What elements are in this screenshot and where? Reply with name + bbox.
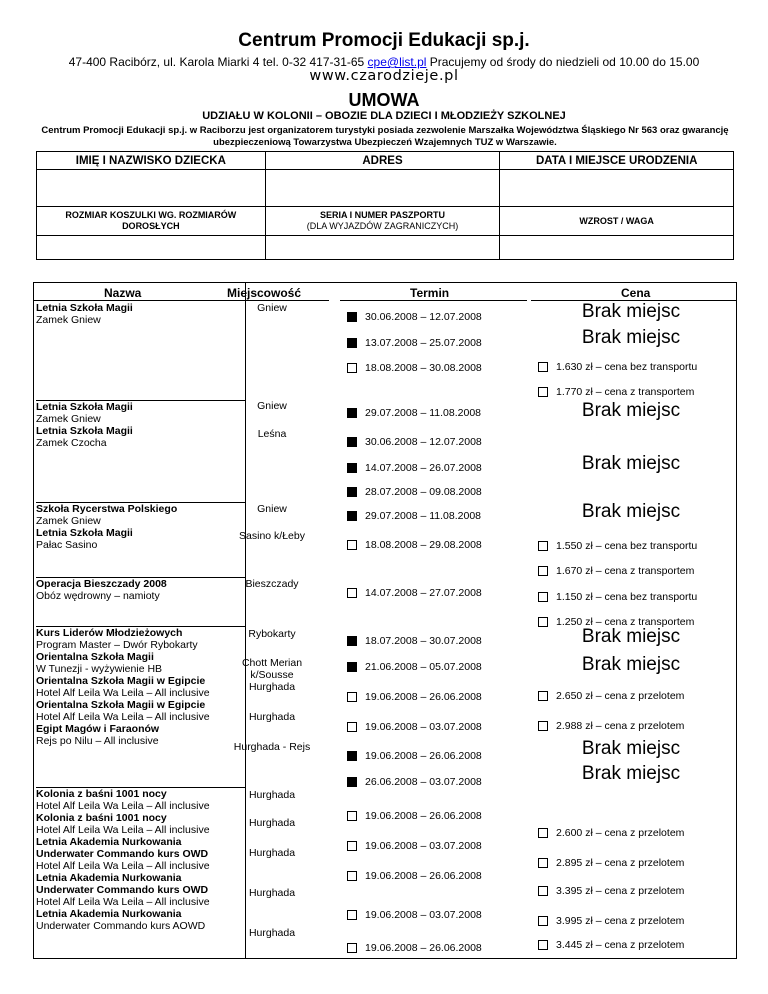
passport-label (265, 207, 500, 236)
sold-out-label: Brak miejsc (581, 501, 681, 522)
price-text: 1.550 zł – cena bez transportu (556, 540, 698, 552)
checked-checkbox-icon[interactable] (347, 751, 357, 761)
price-row (538, 915, 684, 927)
price-text: 3.445 zł – cena z przelotem (556, 939, 685, 951)
term-dates: 26.06.2008 – 03.07.2008 (365, 776, 482, 788)
document-title: UMOWA (348, 90, 420, 110)
term-dates: 19.06.2008 – 26.06.2008 (365, 810, 482, 822)
checkbox-icon[interactable] (538, 541, 548, 551)
offer-title: Kolonia z baśni 1001 nocy (36, 812, 167, 824)
col-header-place: Miejscowość (227, 286, 302, 300)
birth-label: DATA I MIEJSCE URODZENIA (500, 152, 734, 170)
term-dates: 29.07.2008 – 11.08.2008 (365, 407, 481, 419)
sold-out-label: Brak miejsc (581, 453, 681, 474)
sold-out-label: Brak miejsc (581, 327, 681, 348)
passport-field[interactable] (265, 236, 500, 260)
price-text: 1.770 zł – cena z transportem (556, 386, 695, 398)
offer-subtitle: Obóz wędrowny – namioty (36, 590, 160, 602)
price-row (538, 690, 684, 702)
offer-subtitle: Zamek Gniew (36, 413, 101, 425)
offer-subtitle: Underwater Commando kurs AOWD (36, 920, 206, 932)
offer-title: Kurs Liderów Młodzieżowych (36, 627, 183, 639)
checkbox-icon[interactable] (538, 362, 548, 372)
offer-title: Letnia Akademia Nurkowania (36, 836, 182, 848)
checked-checkbox-icon[interactable] (347, 312, 357, 322)
checkbox-icon[interactable] (538, 592, 548, 602)
term-dates: 18.08.2008 – 30.08.2008 (365, 362, 482, 374)
offer-title: Kolonia z baśni 1001 nocy (36, 788, 167, 800)
height-field[interactable] (500, 236, 734, 260)
birth-field[interactable] (500, 170, 734, 207)
term-dates: 30.06.2008 – 12.07.2008 (365, 436, 482, 448)
offer-title: Letnia Akademia Nurkowania (36, 908, 182, 920)
checked-checkbox-icon[interactable] (347, 437, 357, 447)
term-dates: 19.06.2008 – 26.06.2008 (365, 942, 482, 954)
document-subtitle: UDZIAŁU W KOLONII – OBOZIE DLA DZIECI I MŁODZIEŻY SZKOLNEJ (202, 110, 566, 122)
place: Hurghada (248, 887, 296, 899)
name-label: IMIĘ I NAZWISKO DZIECKA (37, 152, 266, 170)
checked-checkbox-icon[interactable] (347, 777, 357, 787)
place: Hurghada (248, 789, 296, 801)
term-dates: 28.07.2008 – 09.08.2008 (365, 486, 482, 498)
checked-checkbox-icon[interactable] (347, 511, 357, 521)
checkbox-icon[interactable] (538, 691, 548, 701)
checked-checkbox-icon[interactable] (347, 487, 357, 497)
height-label-text: WZROST / WAGA (579, 215, 654, 226)
website[interactable]: www.czarodzieje.pl (309, 68, 459, 84)
checked-checkbox-icon[interactable] (347, 408, 357, 418)
offer-subtitle: Hotel Alf Leila Wa Leila – All inclusive (36, 800, 210, 812)
place: Gniew (257, 302, 287, 314)
price-row (538, 591, 697, 603)
organizer-notice: Centrum Promocji Edukacji sp.j. w Raciborzu jest organizatorem turystyki posiada zezwolenie Marszałka Województwa Śląskiego Nr 563 oraz gwarancję ubezpieczeniową Towarzystwa Ubezpieczeń Wzajemnych TUZ w Warszawie. (41, 125, 729, 148)
col-header-name: Nazwa (104, 286, 142, 300)
price-text: 3.395 zł – cena z przelotem (556, 885, 685, 897)
place: k/Sousse (250, 669, 294, 681)
term-dates: 19.06.2008 – 26.06.2008 (365, 870, 482, 882)
term-dates: 21.06.2008 – 05.07.2008 (365, 661, 482, 673)
offer-title: Letnia Szkoła Magii (36, 302, 133, 314)
price-row (538, 857, 684, 869)
offer-name (36, 302, 133, 326)
term-row (347, 539, 482, 551)
checkbox-icon[interactable] (347, 692, 357, 702)
offer-subtitle: Hotel Alf Leila Wa Leila – All inclusive (36, 824, 210, 836)
term-row (347, 337, 482, 349)
hours-text: Pracujemy od środy do niedzieli od 10.00 do 15.00 (426, 55, 700, 69)
offer-name (36, 787, 245, 932)
term-row (347, 909, 482, 921)
offer-name (36, 626, 245, 747)
company-address (0, 55, 768, 69)
offer-title: Orientalna Szkoła Magii w Egipcie (36, 699, 206, 711)
place: Hurghada (248, 711, 296, 723)
place: Hurghada (248, 817, 296, 829)
term-row (347, 510, 481, 522)
term-dates: 19.06.2008 – 03.07.2008 (365, 840, 482, 852)
offer-subtitle: Pałac Sasino (36, 539, 98, 551)
offer-subtitle: Hotel Alf Leila Wa Leila – All inclusive (36, 896, 210, 908)
offer-title: Letnia Szkoła Magii (36, 527, 133, 539)
term-row (347, 691, 482, 703)
term-row (347, 635, 482, 647)
offer-title: Letnia Akademia Nurkowania (36, 872, 182, 884)
sold-out-label: Brak miejsc (581, 738, 681, 759)
participant-form (36, 151, 734, 260)
offer-title: Letnia Szkoła Magii (36, 401, 133, 413)
term-dates: 18.08.2008 – 29.08.2008 (365, 539, 482, 551)
offer-name (36, 400, 245, 449)
term-dates: 30.06.2008 – 12.07.2008 (365, 311, 482, 323)
col-header-price: Cena (621, 286, 651, 300)
offer-subtitle: Hotel Alf Leila Wa Leila – All inclusive (36, 860, 210, 872)
place: Gniew (257, 503, 287, 515)
sold-out-label: Brak miejsc (581, 654, 681, 675)
term-dates: 13.07.2008 – 25.07.2008 (365, 337, 482, 349)
checked-checkbox-icon[interactable] (347, 636, 357, 646)
place: Hurghada (248, 927, 296, 939)
price-row (538, 939, 684, 951)
term-row (347, 721, 482, 733)
col-header-term: Termin (410, 286, 450, 300)
place: Sasino k/Łeby (239, 530, 305, 542)
checkbox-icon[interactable] (347, 811, 357, 821)
offer-name (36, 577, 245, 602)
term-row (347, 311, 482, 323)
term-dates: 19.06.2008 – 26.06.2008 (365, 750, 482, 762)
term-dates: 19.06.2008 – 03.07.2008 (365, 909, 482, 921)
term-row (347, 870, 482, 882)
term-dates: 19.06.2008 – 26.06.2008 (365, 691, 482, 703)
term-row (347, 750, 482, 762)
checked-checkbox-icon[interactable] (347, 662, 357, 672)
term-dates: 14.07.2008 – 26.07.2008 (365, 462, 482, 474)
name-field[interactable] (37, 170, 266, 207)
offer-title: Orientalna Szkoła Magii w Egipcie (36, 675, 206, 687)
term-row (347, 776, 482, 788)
checkbox-icon[interactable] (538, 566, 548, 576)
price-text: 2.895 zł – cena z przelotem (556, 857, 685, 869)
offer-title: Szkoła Rycerstwa Polskiego (36, 503, 178, 515)
term-dates: 29.07.2008 – 11.08.2008 (365, 510, 481, 522)
offer-subtitle: Zamek Gniew (36, 515, 101, 527)
header-underline (213, 300, 329, 301)
checkbox-icon[interactable] (347, 871, 357, 881)
place: Chott Merian (241, 657, 303, 669)
price-row (538, 540, 697, 552)
offer-table (33, 282, 737, 959)
term-dates: 19.06.2008 – 03.07.2008 (365, 721, 482, 733)
checkbox-icon[interactable] (347, 943, 357, 953)
price-text: 2.988 zł – cena z przelotem (556, 720, 685, 732)
place: Gniew (257, 400, 287, 412)
offer-subtitle: Hotel Alf Leila Wa Leila – All inclusive (36, 711, 210, 723)
sold-out-label: Brak miejsc (581, 400, 681, 421)
checkbox-icon[interactable] (538, 916, 548, 926)
offer-title: Orientalna Szkoła Magii (36, 651, 154, 663)
company-name: Centrum Promocji Edukacji sp.j. (238, 30, 530, 51)
offer-title: Underwater Commando kurs OWD (36, 848, 209, 860)
shirt-label-line2: DOROSŁYCH (122, 221, 180, 231)
offer-subtitle: Zamek Gniew (36, 314, 101, 326)
checkbox-icon[interactable] (347, 910, 357, 920)
price-text: 1.630 zł – cena bez transportu (556, 361, 698, 373)
checkbox-icon[interactable] (538, 721, 548, 731)
offer-subtitle: Program Master – Dwór Rybokarty (36, 639, 198, 651)
price-row (538, 565, 694, 577)
price-text: 2.600 zł – cena z przelotem (556, 827, 685, 839)
passport-label-line2: (DLA WYJAZDÓW ZAGRANICZYCH) (306, 221, 459, 231)
passport-label-line1: SERIA I NUMER PASZPORTU (319, 210, 445, 220)
checkbox-icon[interactable] (538, 940, 548, 950)
offer-title: Underwater Commando kurs OWD (36, 884, 209, 896)
term-dates: 18.07.2008 – 30.07.2008 (365, 635, 482, 647)
place: Hurghada - Rejs (233, 741, 311, 753)
place: Hurghada (248, 681, 296, 693)
offer-name (36, 502, 245, 551)
address-label: ADRES (265, 152, 500, 170)
checked-checkbox-icon[interactable] (347, 338, 357, 348)
offer-subtitle: W Tunezji - wyżywienie HB (36, 663, 163, 675)
offer-title: Letnia Szkoła Magii (36, 425, 133, 437)
price-row (538, 720, 684, 732)
shirt-label (37, 207, 266, 236)
checkbox-icon[interactable] (538, 858, 548, 868)
place: Hurghada (248, 847, 296, 859)
offer-subtitle: Hotel Alf Leila Wa Leila – All inclusive (36, 687, 210, 699)
price-row (538, 361, 697, 373)
checkbox-icon[interactable] (347, 722, 357, 732)
term-row (347, 462, 482, 474)
price-text: 1.250 zł – cena z transportem (556, 616, 695, 628)
checkbox-icon[interactable] (538, 387, 548, 397)
sold-out-label: Brak miejsc (581, 626, 681, 647)
price-text: 3.995 zł – cena z przelotem (556, 915, 685, 927)
term-row (347, 486, 482, 498)
offer-subtitle: Zamek Czocha (36, 437, 107, 449)
place: Bieszczady (245, 578, 299, 590)
height-label (500, 207, 734, 236)
place: Rybokarty (248, 628, 296, 640)
checkbox-icon[interactable] (347, 841, 357, 851)
term-row (347, 840, 482, 852)
term-row (347, 436, 482, 448)
offer-title: Egipt Magów i Faraonów (36, 723, 160, 735)
shirt-label-line1: ROZMIAR KOSZULKI WG. ROZMIARÓW (65, 210, 237, 220)
checkbox-icon[interactable] (347, 540, 357, 550)
checkbox-icon[interactable] (347, 363, 357, 373)
address-field[interactable] (265, 170, 500, 207)
header-underline (340, 300, 527, 301)
checkbox-icon[interactable] (347, 588, 357, 598)
checkbox-icon[interactable] (538, 886, 548, 896)
price-text: 1.150 zł – cena bez transportu (556, 591, 698, 603)
price-row (538, 827, 684, 839)
term-row (347, 362, 482, 374)
shirt-field[interactable] (37, 236, 266, 260)
term-row (347, 587, 482, 599)
checked-checkbox-icon[interactable] (347, 463, 357, 473)
email-link[interactable]: cpe@list.pl (367, 55, 427, 69)
term-row (347, 661, 482, 673)
price-row (538, 386, 694, 398)
checkbox-icon[interactable] (538, 828, 548, 838)
term-dates: 14.07.2008 – 27.07.2008 (365, 587, 482, 599)
sold-out-label: Brak miejsc (581, 301, 681, 322)
term-row (347, 810, 482, 822)
address-text: 47-400 Racibórz, ul. Karola Miarki 4 tel. 0-32 417-31-65 (68, 55, 368, 69)
place: Leśna (257, 428, 287, 440)
sold-out-label: Brak miejsc (581, 763, 681, 784)
price-row (538, 885, 684, 897)
price-text: 1.670 zł – cena z transportem (556, 565, 695, 577)
term-row (347, 942, 482, 954)
term-row (347, 407, 481, 419)
price-text: 2.650 zł – cena z przelotem (556, 690, 685, 702)
offer-subtitle: Rejs po Nilu – All inclusive (36, 735, 159, 747)
offer-title: Operacja Bieszczady 2008 (36, 578, 167, 590)
